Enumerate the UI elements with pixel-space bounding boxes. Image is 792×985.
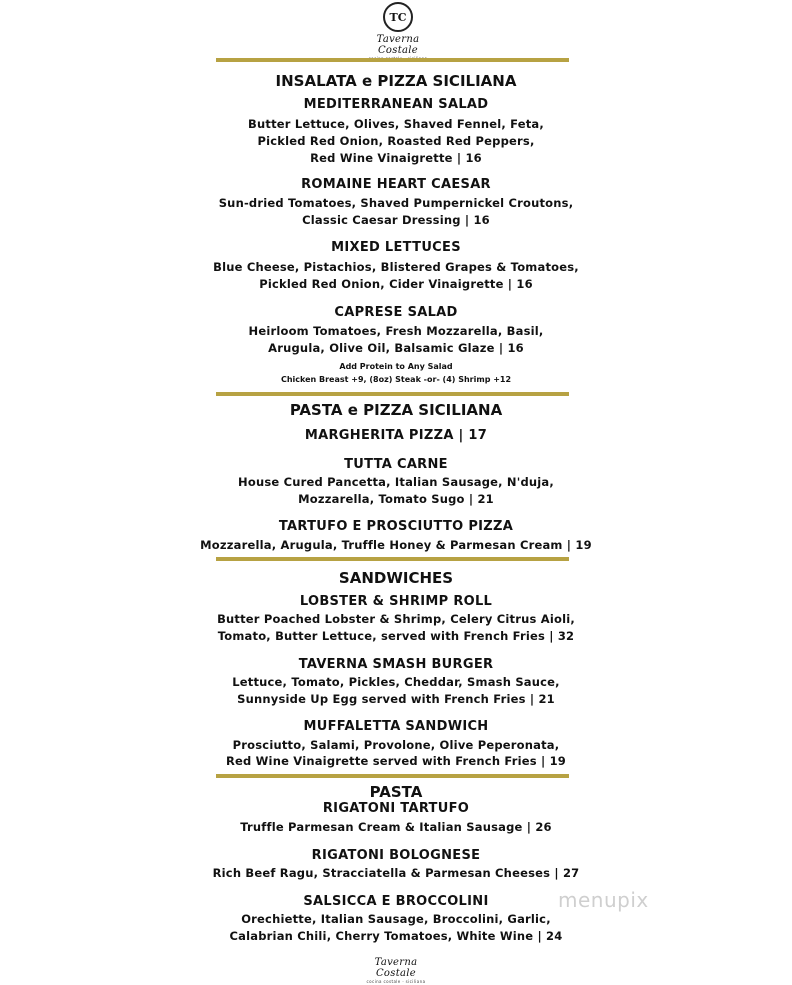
salad-note: Chicken Breast +9, (8oz) Steak -or- (4) Shrimp +12	[280, 375, 512, 384]
divider	[216, 392, 569, 396]
watermark: menupix	[558, 888, 649, 912]
item-desc: Orechiette, Italian Sausage, Broccolini, Garlic,	[241, 912, 551, 926]
section-title-sandwiches: SANDWICHES	[338, 569, 454, 587]
item-name: ROMAINE HEART CAESAR	[301, 177, 491, 192]
item-name: MARGHERITA PIZZA | 17	[304, 428, 488, 443]
item-desc: Sun-dried Tomatoes, Shaved Pumpernickel Croutons,	[218, 196, 574, 210]
item-desc: Red Wine Vinaigrette served with French Fries | 19	[225, 754, 566, 768]
item-desc: Arugula, Olive Oil, Balsamic Glaze | 16	[268, 341, 524, 355]
item-desc: Mozzarella, Arugula, Truffle Honey & Parmesan Cream | 19	[200, 538, 592, 552]
logo-tagline: cocina costale · siciliana	[366, 979, 426, 984]
item-desc: Rich Beef Ragu, Stracciatella & Parmesan Cheeses | 27	[212, 866, 580, 880]
item-desc: Heirloom Tomatoes, Fresh Mozzarella, Basil,	[248, 324, 544, 338]
item-name: TAVERNA SMASH BURGER	[298, 657, 494, 672]
logo-monogram: TC	[383, 2, 413, 32]
item-desc: Red Wine Vinaigrette | 16	[310, 151, 482, 165]
item-desc: Lettuce, Tomato, Pickles, Cheddar, Smash Sauce,	[232, 675, 560, 689]
logo-bottom	[360, 955, 432, 984]
item-name: TARTUFO E PROSCIUTTO PIZZA	[278, 519, 514, 534]
item-desc: Butter Lettuce, Olives, Shaved Fennel, Feta,	[248, 117, 544, 131]
section-title-pasta: PASTA	[369, 783, 423, 801]
section-title-insalata: INSALATA e PIZZA SICILIANA	[275, 72, 517, 90]
item-desc: Sunnyside Up Egg served with French Fries | 21	[237, 692, 555, 706]
item-name: SALSICCA E BROCCOLINI	[303, 894, 489, 909]
item-name: RIGATONI TARTUFO	[322, 801, 470, 816]
item-name: MUFFALETTA SANDWICH	[303, 719, 489, 734]
logo-name: Taverna Costale	[374, 957, 418, 979]
item-name: MEDITERRANEAN SALAD	[303, 97, 489, 112]
item-desc: Classic Caesar Dressing | 16	[302, 213, 490, 227]
item-desc: House Cured Pancetta, Italian Sausage, N'duja,	[238, 475, 554, 489]
logo-name: Taverna Costale	[376, 34, 420, 56]
logo-top	[362, 2, 434, 54]
salad-note: Add Protein to Any Salad	[339, 362, 453, 371]
item-desc: Blue Cheese, Pistachios, Blistered Grapes & Tomatoes,	[213, 260, 579, 274]
item-desc: Pickled Red Onion, Roasted Red Peppers,	[257, 134, 535, 148]
section-title-pizza: PASTA e PIZZA SICILIANA	[289, 401, 503, 419]
item-name: RIGATONI BOLOGNESE	[311, 848, 481, 863]
divider	[216, 557, 569, 561]
item-desc: Tomato, Butter Lettuce, served with French Fries | 32	[217, 629, 575, 643]
item-desc: Pickled Red Onion, Cider Vinaigrette | 16	[259, 277, 533, 291]
item-desc: Mozzarella, Tomato Sugo | 21	[298, 492, 494, 506]
item-desc: Truffle Parmesan Cream & Italian Sausage | 26	[240, 820, 552, 834]
divider	[216, 774, 569, 778]
item-desc: Prosciutto, Salami, Provolone, Olive Peperonata,	[232, 738, 560, 752]
item-name: CAPRESE SALAD	[334, 305, 458, 320]
item-name: MIXED LETTUCES	[331, 240, 461, 255]
item-name: LOBSTER & SHRIMP ROLL	[299, 594, 493, 609]
item-desc: Butter Poached Lobster & Shrimp, Celery Citrus Aioli,	[217, 612, 575, 626]
item-name: TUTTA CARNE	[344, 457, 448, 472]
item-desc: Calabrian Chili, Cherry Tomatoes, White Wine | 24	[229, 929, 563, 943]
divider	[216, 58, 569, 62]
